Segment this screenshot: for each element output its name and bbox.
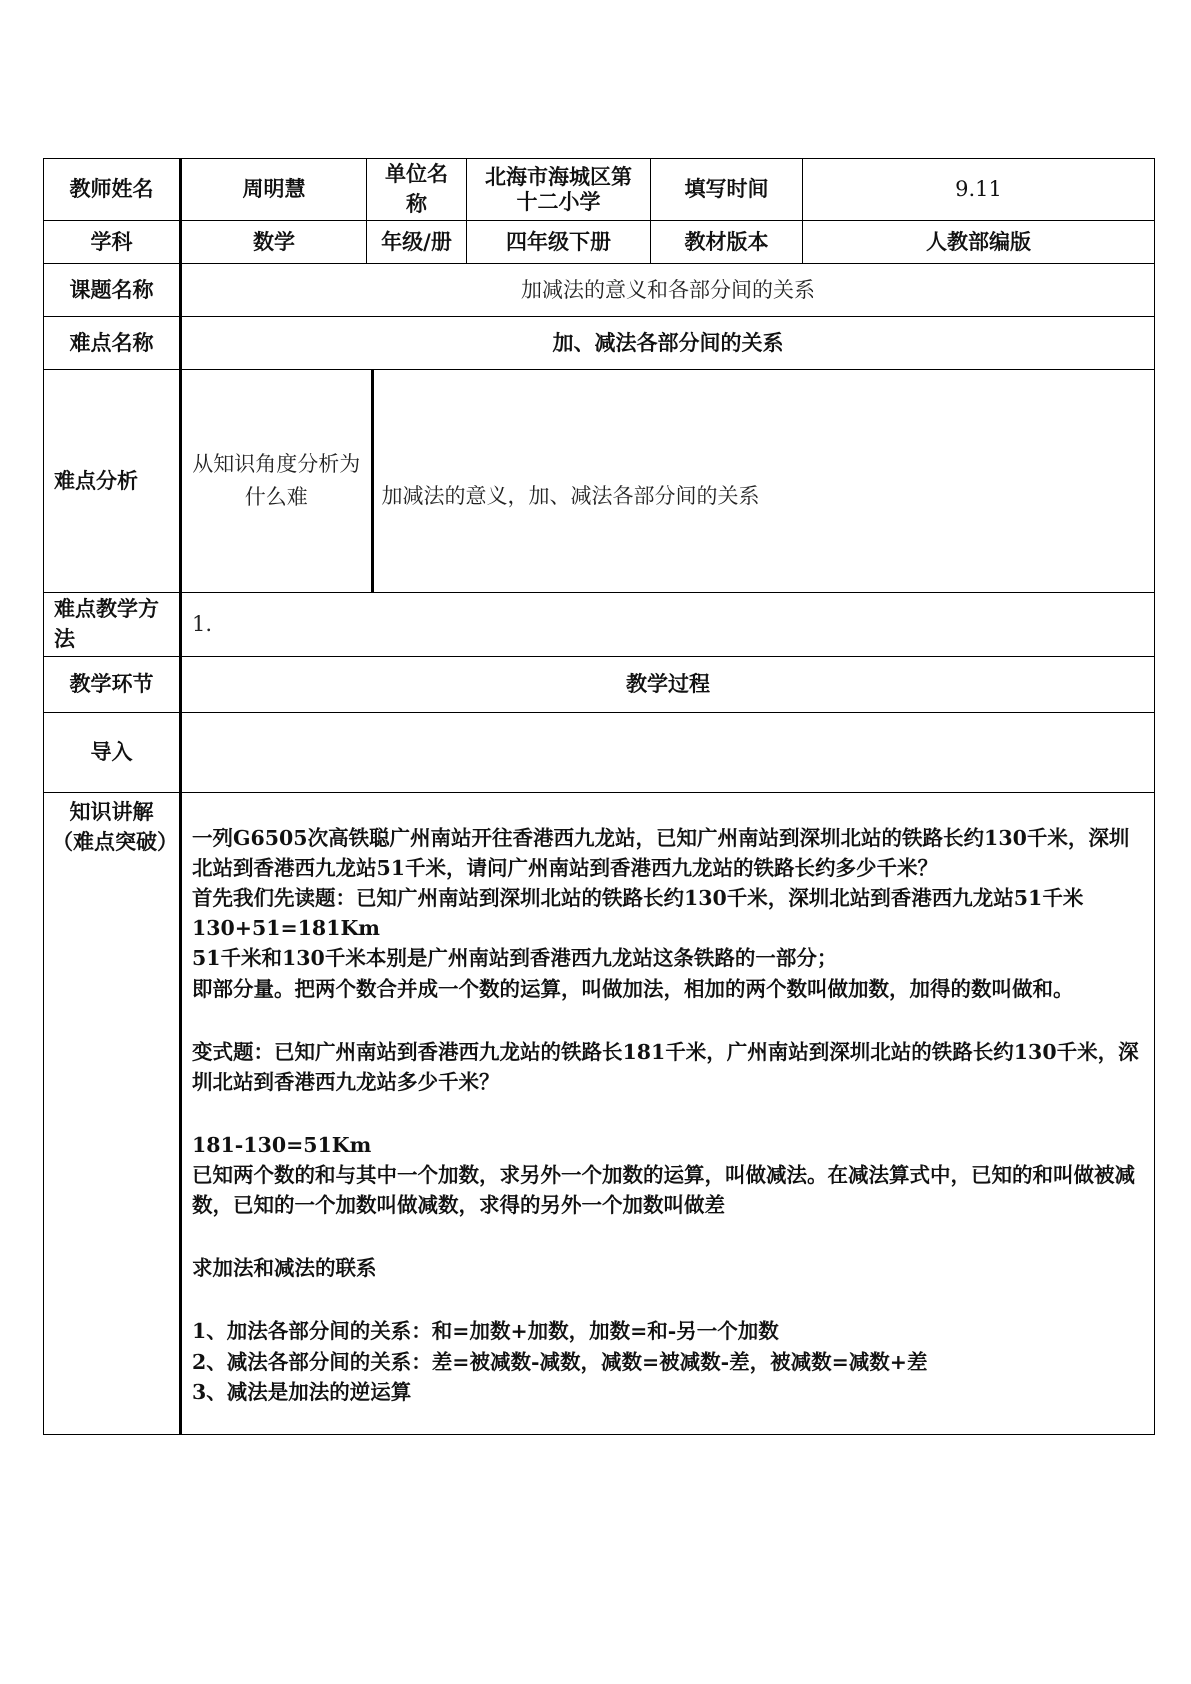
- knowledge-paragraph: 51千米和130千米本别是广州南站到香港西九龙站这条铁路的一部分；: [192, 946, 838, 971]
- knowledge-paragraph: 即部分量。把两个数合并成一个数的运算，叫做加法，相加的两个数叫做加数，加得的数叫做和。: [192, 976, 1074, 1001]
- subject-label: 学科: [44, 220, 181, 263]
- knowledge-label-line1: 知识讲解: [69, 798, 154, 824]
- knowledge-paragraph: 变式题：已知广州南站到香港西九龙站的铁路长181千米，广州南站到深圳北站的铁路长约130千米，深圳北站到香港西九龙站多少千米？: [192, 1039, 1139, 1094]
- fill-time: 9.11: [803, 159, 1155, 221]
- difficulty-label: 难点名称: [44, 316, 181, 369]
- unit-label: 单位名称: [367, 159, 467, 221]
- knowledge-row: [44, 792, 1155, 1434]
- knowledge-body: [181, 792, 1155, 1434]
- analysis-value: 加减法的意义，加、减法各部分间的关系: [381, 483, 760, 508]
- topic-value: 加减法的意义和各部分间的关系: [181, 263, 1155, 316]
- analysis-sub-label: 从知识角度分析为什么难: [182, 370, 372, 592]
- knowledge-paragraph: 181-130=51Km: [192, 1132, 372, 1157]
- method-value: 1.: [181, 592, 1155, 656]
- knowledge-paragraph: 求加法和减法的联系: [192, 1256, 377, 1281]
- subject: 数学: [181, 220, 367, 263]
- knowledge-label-line2: （难点突破）: [52, 829, 178, 855]
- grade-label: 年级/册: [367, 220, 467, 263]
- intro-row: [44, 712, 1155, 792]
- knowledge-paragraph: 3、减法是加法的逆运算: [192, 1379, 412, 1404]
- edition-label: 教材版本: [651, 220, 803, 263]
- lesson-plan-table: [43, 158, 1155, 1435]
- analysis-row: [44, 369, 1155, 592]
- header-row-2: [44, 220, 1155, 263]
- topic-row: [44, 263, 1155, 316]
- knowledge-label: [44, 792, 181, 1434]
- difficulty-value: 加、减法各部分间的关系: [181, 316, 1155, 369]
- grade: 四年级下册: [467, 220, 651, 263]
- analysis-inner-table: [182, 370, 1154, 592]
- process-header-label: 教学环节: [44, 656, 181, 712]
- unit-name: 北海市海城区第十二小学: [467, 159, 651, 221]
- header-row-1: [44, 159, 1155, 221]
- knowledge-paragraph: 一列G6505次高铁聪广州南站开往香港西九龙站，已知广州南站到深圳北站的铁路长约130千米，深圳北站到香港西九龙站51千米，请问广州南站到香港西九龙站的铁路长约多少千米？: [192, 825, 1130, 880]
- process-header-value: 教学过程: [181, 656, 1155, 712]
- knowledge-paragraph: 2、减法各部分间的关系：差=被减数-减数，减数=被减数-差，被减数=减数+差: [192, 1349, 928, 1374]
- knowledge-paragraph: 已知两个数的和与其中一个加数，求另外一个加数的运算，叫做减法。在减法算式中，已知的和叫做被减数，已知的一个加数叫做减数，求得的另外一个加数叫做差: [192, 1163, 1135, 1218]
- knowledge-paragraph: 1、加法各部分间的关系：和=加数+加数，加数=和-另一个加数: [192, 1319, 779, 1344]
- teacher-name: 周明慧: [181, 159, 367, 221]
- difficulty-row: [44, 316, 1155, 369]
- fill-time-label: 填写时间: [651, 159, 803, 221]
- method-label: 难点教学方法: [44, 592, 181, 656]
- topic-label: 课题名称: [44, 263, 181, 316]
- analysis-cell: [181, 369, 1155, 592]
- knowledge-paragraph: 130+51=181Km: [192, 916, 380, 941]
- intro-label: 导入: [44, 712, 181, 792]
- process-header-row: [44, 656, 1155, 712]
- intro-value: [181, 712, 1155, 792]
- edition: 人教部编版: [803, 220, 1155, 263]
- teacher-label: 教师姓名: [44, 159, 181, 221]
- method-row: [44, 592, 1155, 656]
- analysis-label: 难点分析: [44, 369, 181, 592]
- knowledge-paragraph: 首先我们先读题：已知广州南站到深圳北站的铁路长约130千米，深圳北站到香港西九龙站51千米: [192, 886, 1084, 911]
